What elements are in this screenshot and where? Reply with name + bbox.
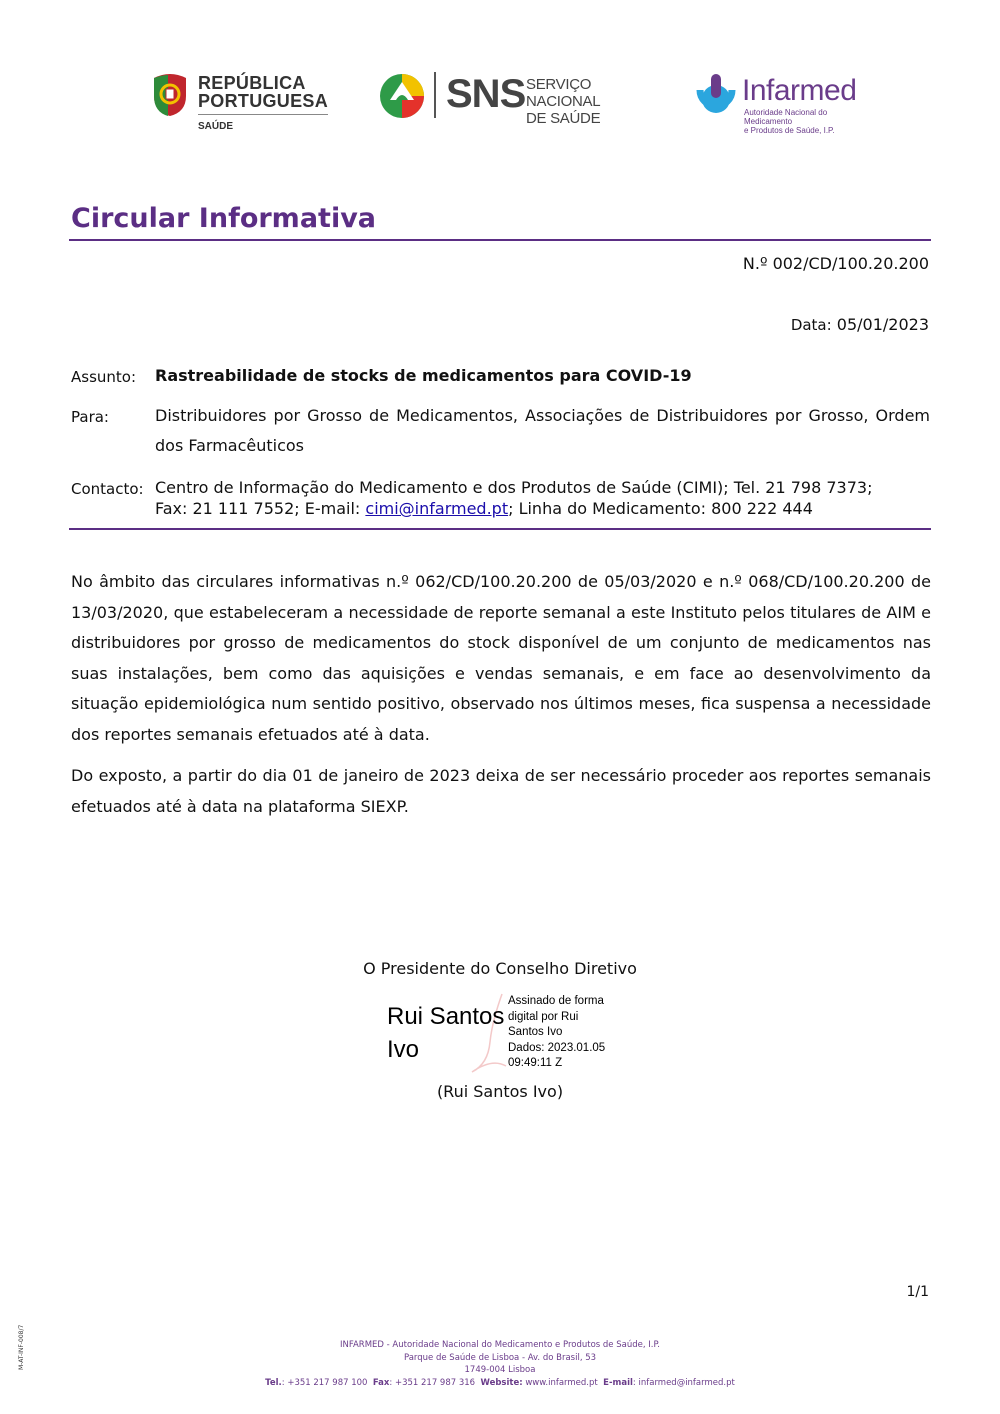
document-title: Circular Informativa xyxy=(71,203,377,234)
footer-fax-label: Fax xyxy=(372,1377,390,1388)
header-bottom-rule xyxy=(69,528,931,530)
signature-role: O Presidente do Conselho Diretivo xyxy=(363,959,637,978)
footer xyxy=(0,1339,1000,1389)
footer-line2: Parque de Saúde de Lisboa - Av. do Brasil, 53 xyxy=(403,1352,597,1363)
contacto-label: Contacto: xyxy=(71,480,144,498)
date-label: Data: xyxy=(790,316,832,334)
title-rule xyxy=(69,239,931,241)
signer-printed-name: (Rui Santos Ivo) xyxy=(436,1082,564,1101)
sns-line2: DE SAÚDE xyxy=(526,110,601,127)
footer-line1: INFARMED - Autoridade Nacional do Medicamento e Produtos de Saúde, I.P. xyxy=(340,1340,660,1350)
footer-contacts xyxy=(0,1377,1000,1390)
footer-tel: : +351 217 987 100 xyxy=(281,1377,368,1388)
footer-fax: : +351 217 987 316 xyxy=(389,1377,476,1388)
body-paragraph-2: Do exposto, a partir do dia 01 de janeiro de 2023 deixa de ser necessário proceder aos reportes semanais efetuados até à data na plataforma SIEXP. xyxy=(71,766,931,816)
circular-number: N.º 002/CD/100.20.200 xyxy=(742,254,929,273)
para-value: Distribuidores por Grosso de Medicamentos, Associações de Distribuidores por Grosso, Ordem dos Farmacêuticos xyxy=(155,406,930,455)
assunto-value: Rastreabilidade de stocks de medicamentos para COVID-19 xyxy=(155,366,692,385)
infarmed-emblem-icon xyxy=(694,72,738,118)
sig-info-1: Assinado de forma xyxy=(508,995,604,1007)
footer-email-label: E-mail xyxy=(603,1377,633,1388)
footer-web-label: Website: xyxy=(480,1377,523,1388)
digital-signature-info xyxy=(508,994,605,1072)
sns-emblem-icon xyxy=(378,72,426,120)
infarmed-name: Infarmed xyxy=(742,74,857,107)
rp-line1: REPÚBLICA xyxy=(198,73,306,93)
contact-email-link[interactable]: cimi@infarmed.pt xyxy=(365,499,509,518)
contacto-linha: ; Linha do Medicamento: 800 222 444 xyxy=(508,499,813,518)
page-number: 1/1 xyxy=(906,1284,929,1300)
date-line xyxy=(791,315,929,334)
sig-info-5: 09:49:11 Z xyxy=(508,1057,563,1069)
sns-divider xyxy=(434,72,436,118)
rp-sub: SAÚDE xyxy=(198,121,234,132)
para-label: Para: xyxy=(71,408,109,426)
signer-name-line2: Ivo xyxy=(387,1036,420,1063)
sns-line1: SERVIÇO NACIONAL xyxy=(526,76,601,110)
sns-big: SNS xyxy=(446,72,526,116)
contacto-fax: Fax: 21 111 7552; E-mail: xyxy=(155,499,366,518)
footer-email-link[interactable]: : infarmed@infarmed.pt xyxy=(632,1377,735,1388)
contacto-line2 xyxy=(155,498,931,519)
portugal-emblem-icon xyxy=(150,72,190,118)
infarmed-sub1: Autoridade Nacional do Medicamento xyxy=(744,108,828,126)
sig-info-2: digital por Rui xyxy=(508,1010,579,1023)
contacto-line1: Centro de Informação do Medicamento e dos Produtos de Saúde (CIMI); Tel. 21 798 7373; xyxy=(155,478,873,497)
footer-tel-label: Tel. xyxy=(265,1377,282,1388)
footer-website-link[interactable]: www.infarmed.pt xyxy=(522,1377,598,1388)
infarmed-sub2: e Produtos de Saúde, I.P. xyxy=(744,126,835,135)
footer-line3: 1749-004 Lisboa xyxy=(464,1365,536,1375)
date-value: 05/01/2023 xyxy=(836,315,929,334)
form-code: M-AT-INF-008/7 xyxy=(18,1324,25,1370)
republica-portuguesa-logo xyxy=(150,72,335,134)
signer-name xyxy=(387,1000,504,1066)
sig-info-3: Santos Ivo xyxy=(508,1026,563,1038)
contacto-value xyxy=(155,477,931,519)
signer-name-line1: Rui Santos xyxy=(387,1003,505,1030)
rp-divider xyxy=(198,114,328,115)
sns-logo xyxy=(378,70,648,127)
body-paragraph-1: No âmbito das circulares informativas n.º 062/CD/100.20.200 de 05/03/2020 e n.º 068/CD/100.20.200 de 13/03/2020, que estabeleceram a necessidade de reporte semanal a este Instituto pelos titulares de AIM e distribuidores por grosso de medicamentos do stock disponível de um conjunto de medicamentos nas suas instalações, bem como das aquisições e vendas semanais, e em face ao desenvolvimento da situação epidemiológica num sentido positivo, observado nos últimos meses, fica suspensa a necessidade dos reportes semanais efetuados até à data. xyxy=(71,572,931,744)
assunto-label: Assunto: xyxy=(71,368,137,386)
sig-info-4: Dados: 2023.01.05 xyxy=(508,1041,606,1054)
infarmed-logo xyxy=(694,72,874,135)
rp-line2: PORTUGUESA xyxy=(198,91,329,111)
